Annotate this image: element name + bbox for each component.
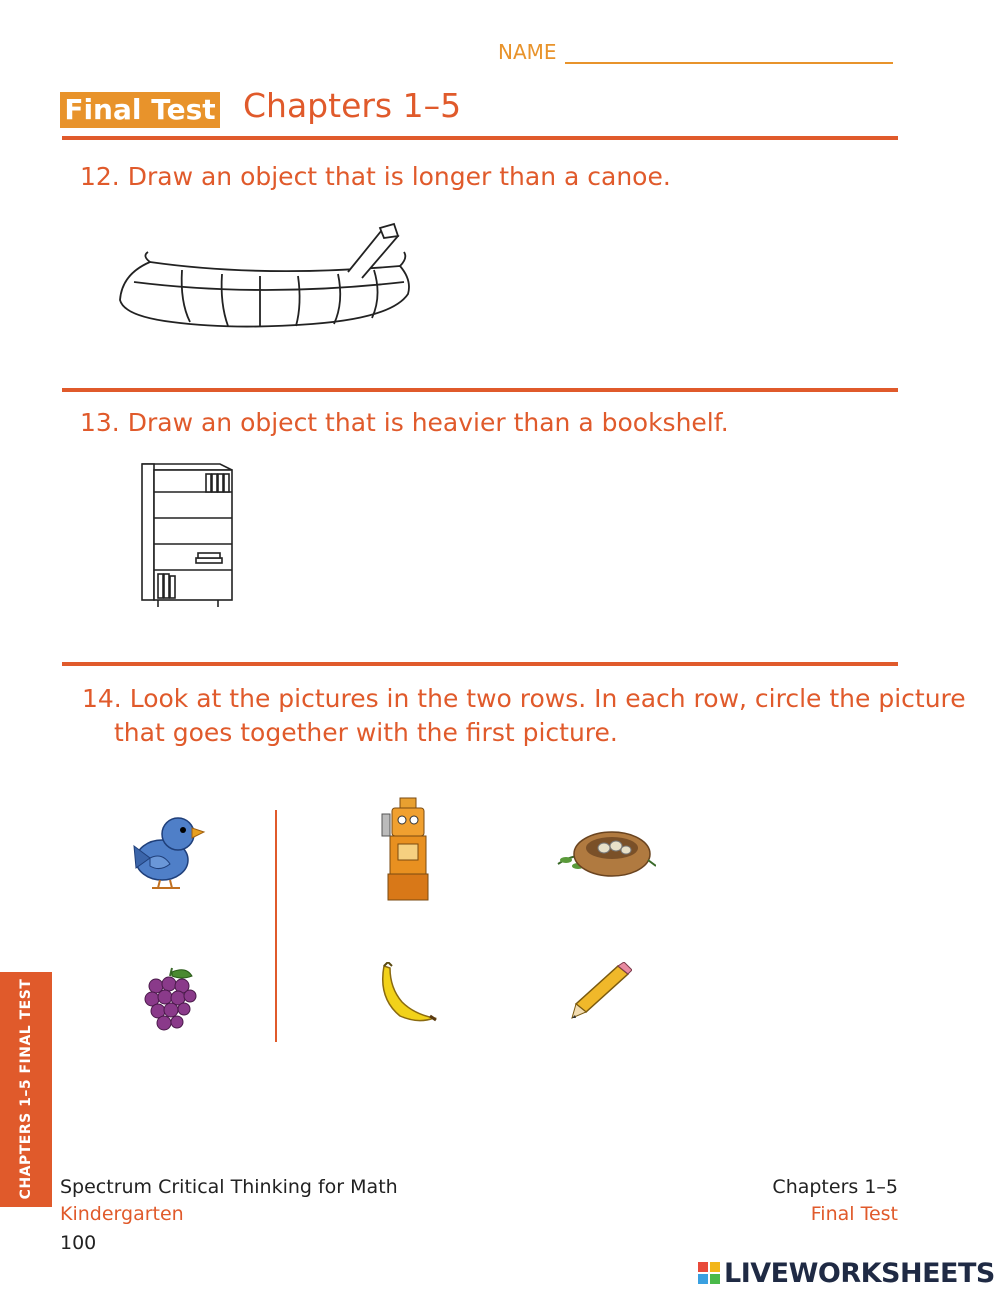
bookshelf-icon [136,460,238,610]
side-tab-label: CHAPTERS 1–5 FINAL TEST [18,978,34,1200]
liveworksheets-text: LIVEWORKSHEETS [724,1257,995,1289]
name-label: NAME [498,40,557,64]
name-input-line[interactable] [565,62,893,64]
question-13-number: 13. [80,408,120,437]
bird-icon[interactable] [126,808,210,890]
pencil-icon[interactable] [568,962,632,1022]
page-number: 100 [60,1232,97,1254]
header-divider [62,136,898,140]
final-test-badge: Final Test [60,92,220,128]
footer-book-title: Spectrum Critical Thinking for Math [60,1176,398,1198]
page-title: Chapters 1–5 [243,86,462,125]
question-14-line2: that goes together with the first picture. [114,718,618,747]
row-separator-line [275,810,277,1042]
question-12-text: Draw an object that is longer than a canoe. [127,162,671,191]
question-13 [80,406,729,440]
bird-nest-icon[interactable] [556,820,656,882]
question-13-text: Draw an object that is heavier than a bookshelf. [127,408,729,437]
toy-robot-icon[interactable] [380,796,438,904]
section-divider-1 [62,388,898,392]
footer-final-test: Final Test [810,1203,898,1225]
section-divider-2 [62,662,898,666]
liveworksheets-watermark [698,1257,995,1289]
question-14 [82,682,966,750]
footer-chapters: Chapters 1–5 [772,1176,898,1198]
question-14-line1: Look at the pictures in the two rows. In each row, circle the picture [129,684,966,713]
banana-icon[interactable] [374,962,440,1026]
grapes-icon[interactable] [142,966,198,1036]
canoe-icon [112,222,417,334]
side-tab [0,972,52,1207]
question-12-number: 12. [80,162,120,191]
liveworksheets-logo-icon [698,1262,720,1284]
question-12 [80,160,671,194]
question-14-number: 14. [82,684,122,713]
footer-grade: Kindergarten [60,1203,184,1225]
